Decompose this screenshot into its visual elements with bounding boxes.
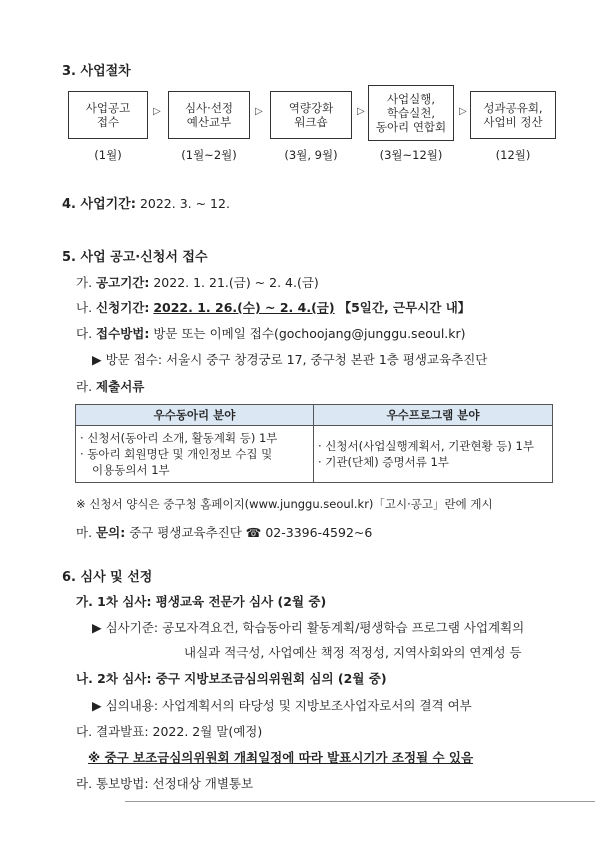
- flow-arrow-icon: ▷: [357, 106, 365, 117]
- bottom-divider: [125, 801, 595, 802]
- item-note: 【5일간, 근무시간 내】: [338, 300, 471, 315]
- item-label: 문의:: [96, 525, 126, 540]
- sec6-na-sub: ▶ 심의내용: 사업계획서의 타당성 및 지방보조사업자로서의 결격 여부: [92, 698, 472, 713]
- flow-step-1: 사업공고 접수: [68, 91, 148, 139]
- item-value: 방문 또는 이메일 접수(gochoojang@junggu.seoul.kr): [153, 326, 466, 341]
- flow-step-4: 사업실행, 학습실천, 동아리 연합회: [368, 85, 454, 141]
- sec5-item-ma: [76, 523, 372, 541]
- item-prefix: 마.: [76, 525, 93, 540]
- table-cell-right: [314, 426, 553, 483]
- documents-table: [75, 404, 553, 483]
- sec6-item-ra: 라. 통보방법: 선정대상 개별통보: [76, 776, 254, 791]
- flow-step-2: 심사·선정 예산교부: [168, 91, 250, 139]
- flow-date-3: (3월, 9월): [284, 148, 338, 162]
- flow-step-3: 역량강화 워크숍: [270, 91, 352, 139]
- flow-step-5: 성과공유회, 사업비 정산: [470, 91, 556, 139]
- item-prefix: 가.: [76, 275, 93, 290]
- sec6-note: ※ 중구 보조금심의위원회 개최일정에 따라 발표시기가 조정될 수 있음: [88, 750, 474, 765]
- sec5-item-ga: [76, 273, 319, 291]
- item-prefix: 나.: [76, 300, 93, 315]
- item-value: 2022. 1. 21.(금) ~ 2. 4.(금): [153, 275, 319, 290]
- section-4-line: [62, 193, 230, 212]
- flow-date-5: (12월): [495, 148, 531, 162]
- section-4-value: 2022. 3. ~ 12.: [139, 196, 230, 211]
- section-5-title: 5. 사업 공고·신청서 접수: [62, 250, 208, 265]
- item-value: 2022. 1. 26.(수) ~ 2. 4.(금): [153, 300, 335, 315]
- sec6-item-da: 다. 결과발표: 2022. 2월 말(예정): [76, 724, 263, 739]
- item-label: 접수방법:: [96, 326, 150, 341]
- flow-arrow-icon: ▷: [459, 106, 467, 117]
- section-4-label: 4. 사업기간:: [62, 197, 136, 212]
- flow-arrow-icon: ▷: [153, 106, 161, 117]
- sec6-ga-sub2: 내실과 적극성, 사업예산 책정 적정성, 지역사회와의 연계성 등: [184, 645, 522, 660]
- flow-date-1: (1월): [94, 148, 122, 162]
- sec5-item-na: [76, 298, 470, 316]
- flow-date-4: (3월~12월): [379, 148, 443, 162]
- sec6-item-na: 나. 2차 심사: 중구 지방보조금심의위원회 심의 (2월 중): [76, 671, 387, 686]
- sec5-item-da: [76, 324, 466, 342]
- item-value: 중구 평생교육추진단 ☎ 02-3396-4592~6: [129, 525, 373, 540]
- item-label: 제출서류: [96, 379, 145, 394]
- doc-item: · 기관(단체) 증명서류 1부: [318, 455, 449, 469]
- section-6-title: 6. 심사 및 선정: [62, 570, 153, 585]
- section-3-title: 3. 사업절차: [62, 64, 131, 79]
- flow-date-2: (1월~2월): [181, 148, 237, 162]
- doc-item: · 신청서(동아리 소개, 활동계획 등) 1부: [80, 431, 278, 445]
- flow-arrow-icon: ▷: [255, 106, 263, 117]
- sec5-item-ra: [76, 377, 144, 395]
- item-label: 공고기간:: [96, 275, 150, 290]
- doc-item: · 신청서(사업실행계획서, 기관현황 등) 1부: [318, 439, 534, 453]
- sec5-da-sub: ▶ 방문 접수: 서울시 중구 창경궁로 17, 중구청 본관 1층 평생교육추진단: [92, 352, 488, 367]
- table-cell-left: [76, 426, 314, 483]
- item-prefix: 라.: [76, 379, 93, 394]
- sec5-note: ※ 신청서 양식은 중구청 홈페이지(www.junggu.seoul.kr)「고시·공고」란에 게시: [76, 497, 493, 511]
- table-header: 우수프로그램 분야: [314, 405, 553, 426]
- doc-item: 이용동의서 1부: [92, 463, 170, 477]
- sec6-ga-sub1: ▶ 심사기준: 공모자격요건, 학습동아리 활동계획/평생학습 프로그램 사업계획의: [92, 620, 525, 635]
- item-prefix: 다.: [76, 326, 93, 341]
- sec6-item-ga: 가. 1차 심사: 평생교육 전문가 심사 (2월 중): [76, 594, 327, 609]
- doc-item: · 동아리 회원명단 및 개인정보 수집 및: [80, 447, 273, 461]
- item-label: 신청기간:: [96, 300, 150, 315]
- table-header: 우수동아리 분야: [76, 405, 314, 426]
